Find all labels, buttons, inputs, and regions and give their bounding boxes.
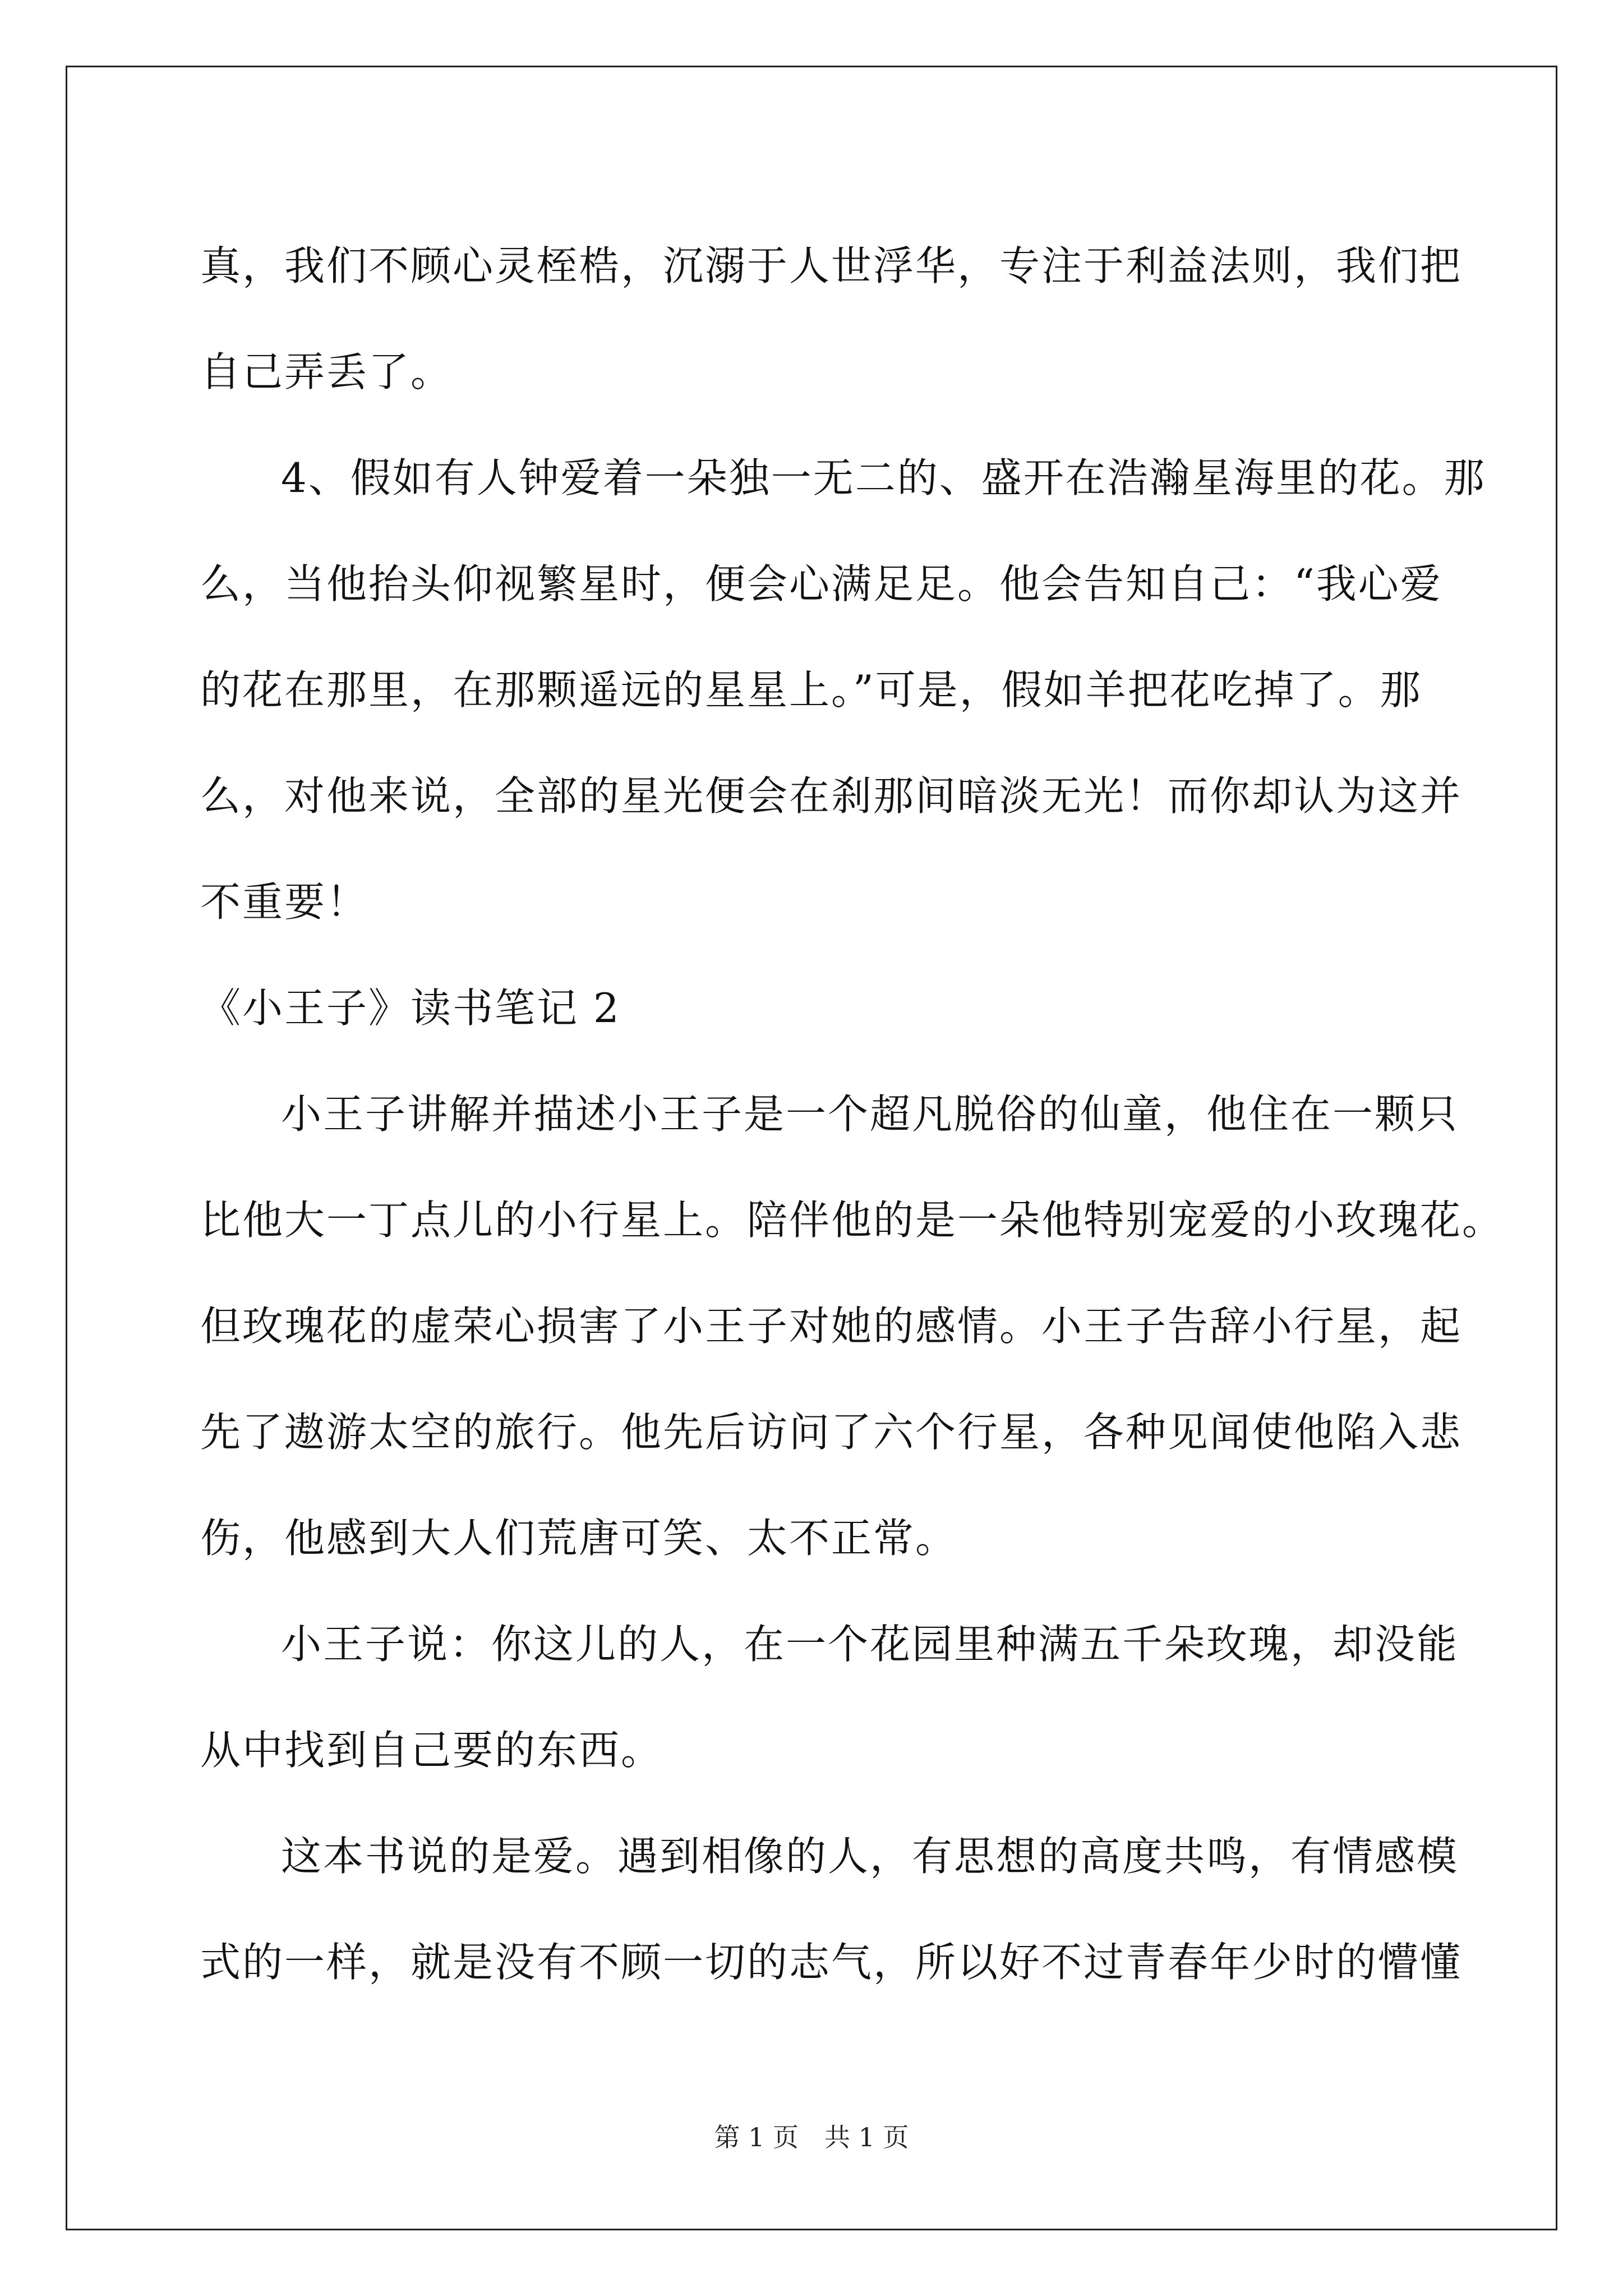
text-line-10: 比他大一丁点儿的小行星上。陪伴他的是一朵他特别宠爱的小玫瑰花。: [200, 1197, 1505, 1244]
text-line-15: 从中找到自己要的东西。: [200, 1727, 663, 1774]
text-line-17: 式的一样，就是没有不顾一切的志气，所以好不过青春年少时的懵懂: [200, 1939, 1463, 1986]
text-line-14: 小王子说：你这儿的人，在一个花园里种满五千朵玫瑰，却没能: [281, 1621, 1459, 1668]
text-line-16: 这本书说的是爱。遇到相像的人，有思想的高度共鸣，有情感模: [281, 1833, 1459, 1880]
text-line-9: 小王子讲解并描述小王子是一个超凡脱俗的仙童，他住在一颗只: [281, 1091, 1459, 1138]
text-line-7: 不重要！: [200, 878, 369, 926]
text-line-13: 伤，他感到大人们荒唐可笑、太不正常。: [200, 1515, 958, 1562]
page-footer: 第 1 页 共 1 页: [714, 2122, 909, 2152]
text-line-4: 么，当他抬头仰视繁星时，便会心满足足。他会告知自己：“我心爱: [200, 560, 1442, 608]
text-line-11: 但玫瑰花的虚荣心损害了小王子对她的感情。小王子告辞小行星，起: [200, 1303, 1463, 1350]
text-line-12: 先了遨游太空的旅行。他先后访问了六个行星，各种见闻使他陷入悲: [200, 1409, 1463, 1456]
text-line-1: 真，我们不顾心灵桎梏，沉溺于人世浮华，专注于利益法则，我们把: [200, 242, 1463, 289]
text-line-2: 自己弄丢了。: [200, 348, 453, 395]
document-body: [200, 213, 1505, 2016]
text-line-5: 的花在那里，在那颗遥远的星星上。”可是，假如羊把花吃掉了。那: [200, 666, 1422, 714]
text-line-3: 4、假如有人钟爱着一朵独一无二的、盛开在浩瀚星海里的花。那: [281, 454, 1486, 501]
section-heading: 《小王子》读书笔记 2: [200, 984, 621, 1032]
text-line-6: 么，对他来说，全部的星光便会在刹那间暗淡无光！而你却认为这并: [200, 772, 1463, 820]
